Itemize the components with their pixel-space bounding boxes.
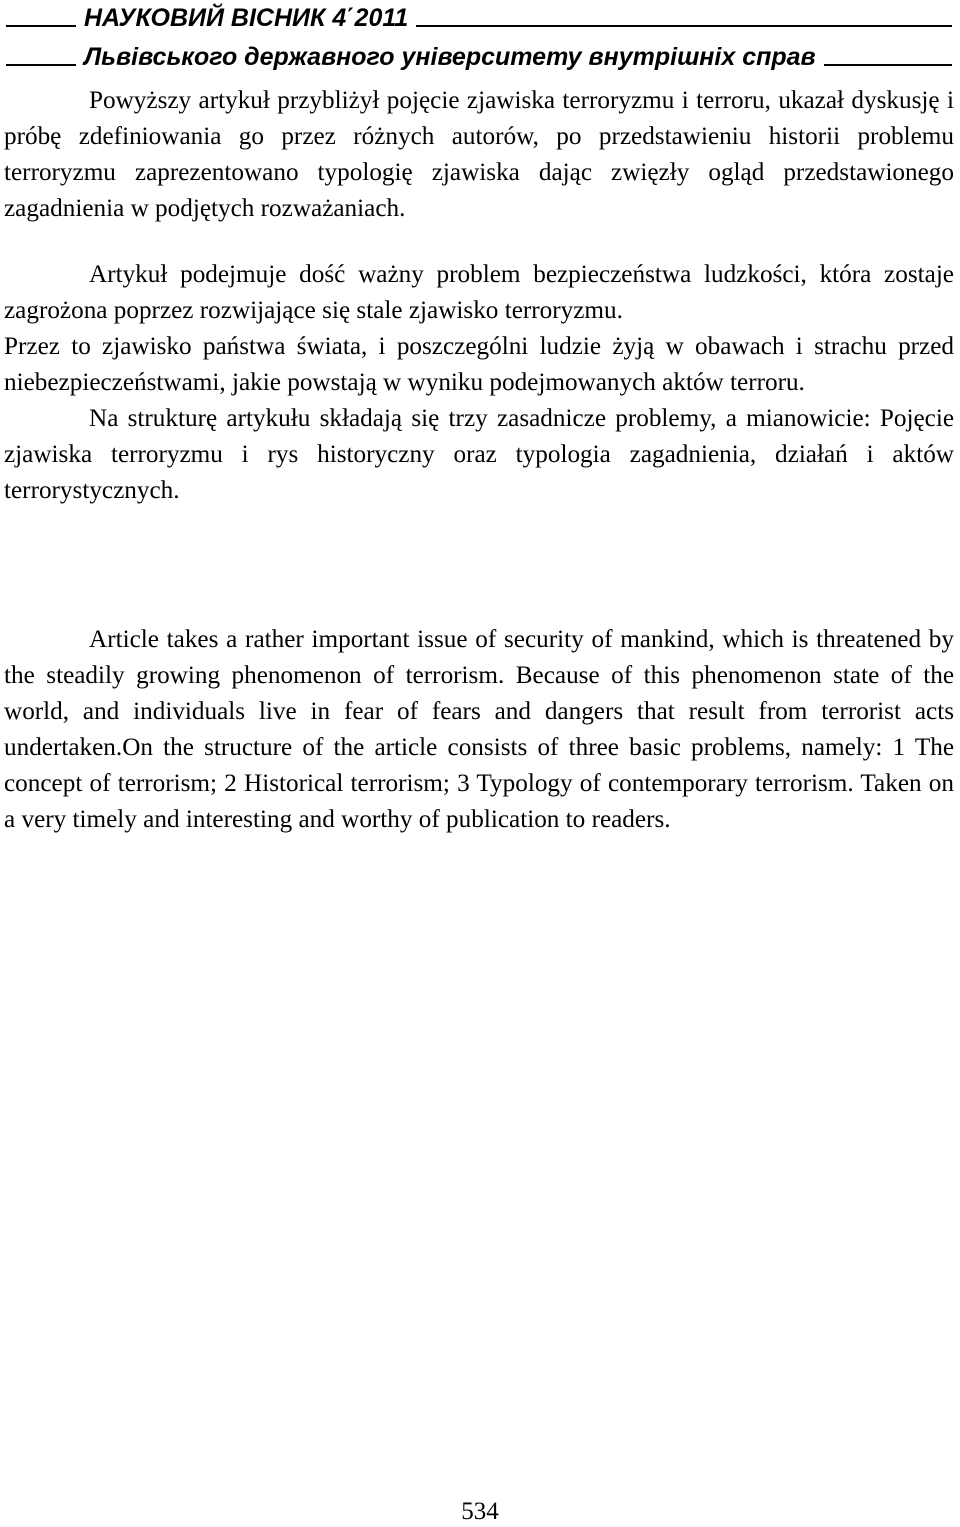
paragraph: Przez to zjawisko państwa świata, i poszczególni ludzie żyją w obawach i strachu przed niebezpieczeństwami, jakie powstają w wyniku podejmowanych aktów terroru. bbox=[4, 333, 954, 396]
journal-title: НАУКОВИЙ ВІСНИК 4΄2011 bbox=[84, 4, 409, 32]
university-header bbox=[6, 42, 952, 72]
header-rule-right bbox=[416, 25, 952, 27]
header-rule-right bbox=[824, 64, 952, 66]
english-summary bbox=[4, 622, 954, 838]
page-number: 534 bbox=[461, 1498, 499, 1525]
paragraph: Powyższy artykuł przybliżył pojęcie zjawiska terroryzmu i terroru, ukazał dyskusję i próbę zdefiniowania go przez różnych autorów, po przedstawieniu historii problemu terroryzmu zaprezentowano typologię zjawiska dając zwięzły ogląd przedstawionego zagadnienia w podjętych rozważaniach. bbox=[4, 87, 954, 222]
polish-summary bbox=[4, 83, 954, 509]
paragraph: Artykuł podejmuje dość ważny problem bezpieczeństwa ludzkości, która zostaje zagrożona poprzez rozwijające się stale zjawisko terroryzmu. bbox=[4, 261, 954, 324]
header-rule-left bbox=[6, 64, 76, 66]
header-rule-left bbox=[6, 25, 76, 27]
university-name: Львівського державного університету внутрішніх справ bbox=[84, 43, 816, 71]
paragraph: Na strukturę artykułu składają się trzy zasadnicze problemy, a mianowicie: Pojęcie zjawiska terroryzmu i rys historyczny oraz typologia zagadnienia, działań i aktów terrorystycznych. bbox=[4, 405, 954, 504]
paragraph: Article takes a rather important issue of security of mankind, which is threatened by the steadily growing phenomenon of terrorism. Because of this phenomenon state of the world, and individuals live in fear of fears and dangers that result from terrorist acts undertaken.On the structure of the article consists of three basic problems, namely: 1 The concept of terrorism; 2 Historical terrorism; 3 Typology of contemporary terrorism. Taken on a very timely and interesting and worthy of publication to readers. bbox=[4, 626, 954, 833]
journal-header bbox=[6, 3, 952, 33]
